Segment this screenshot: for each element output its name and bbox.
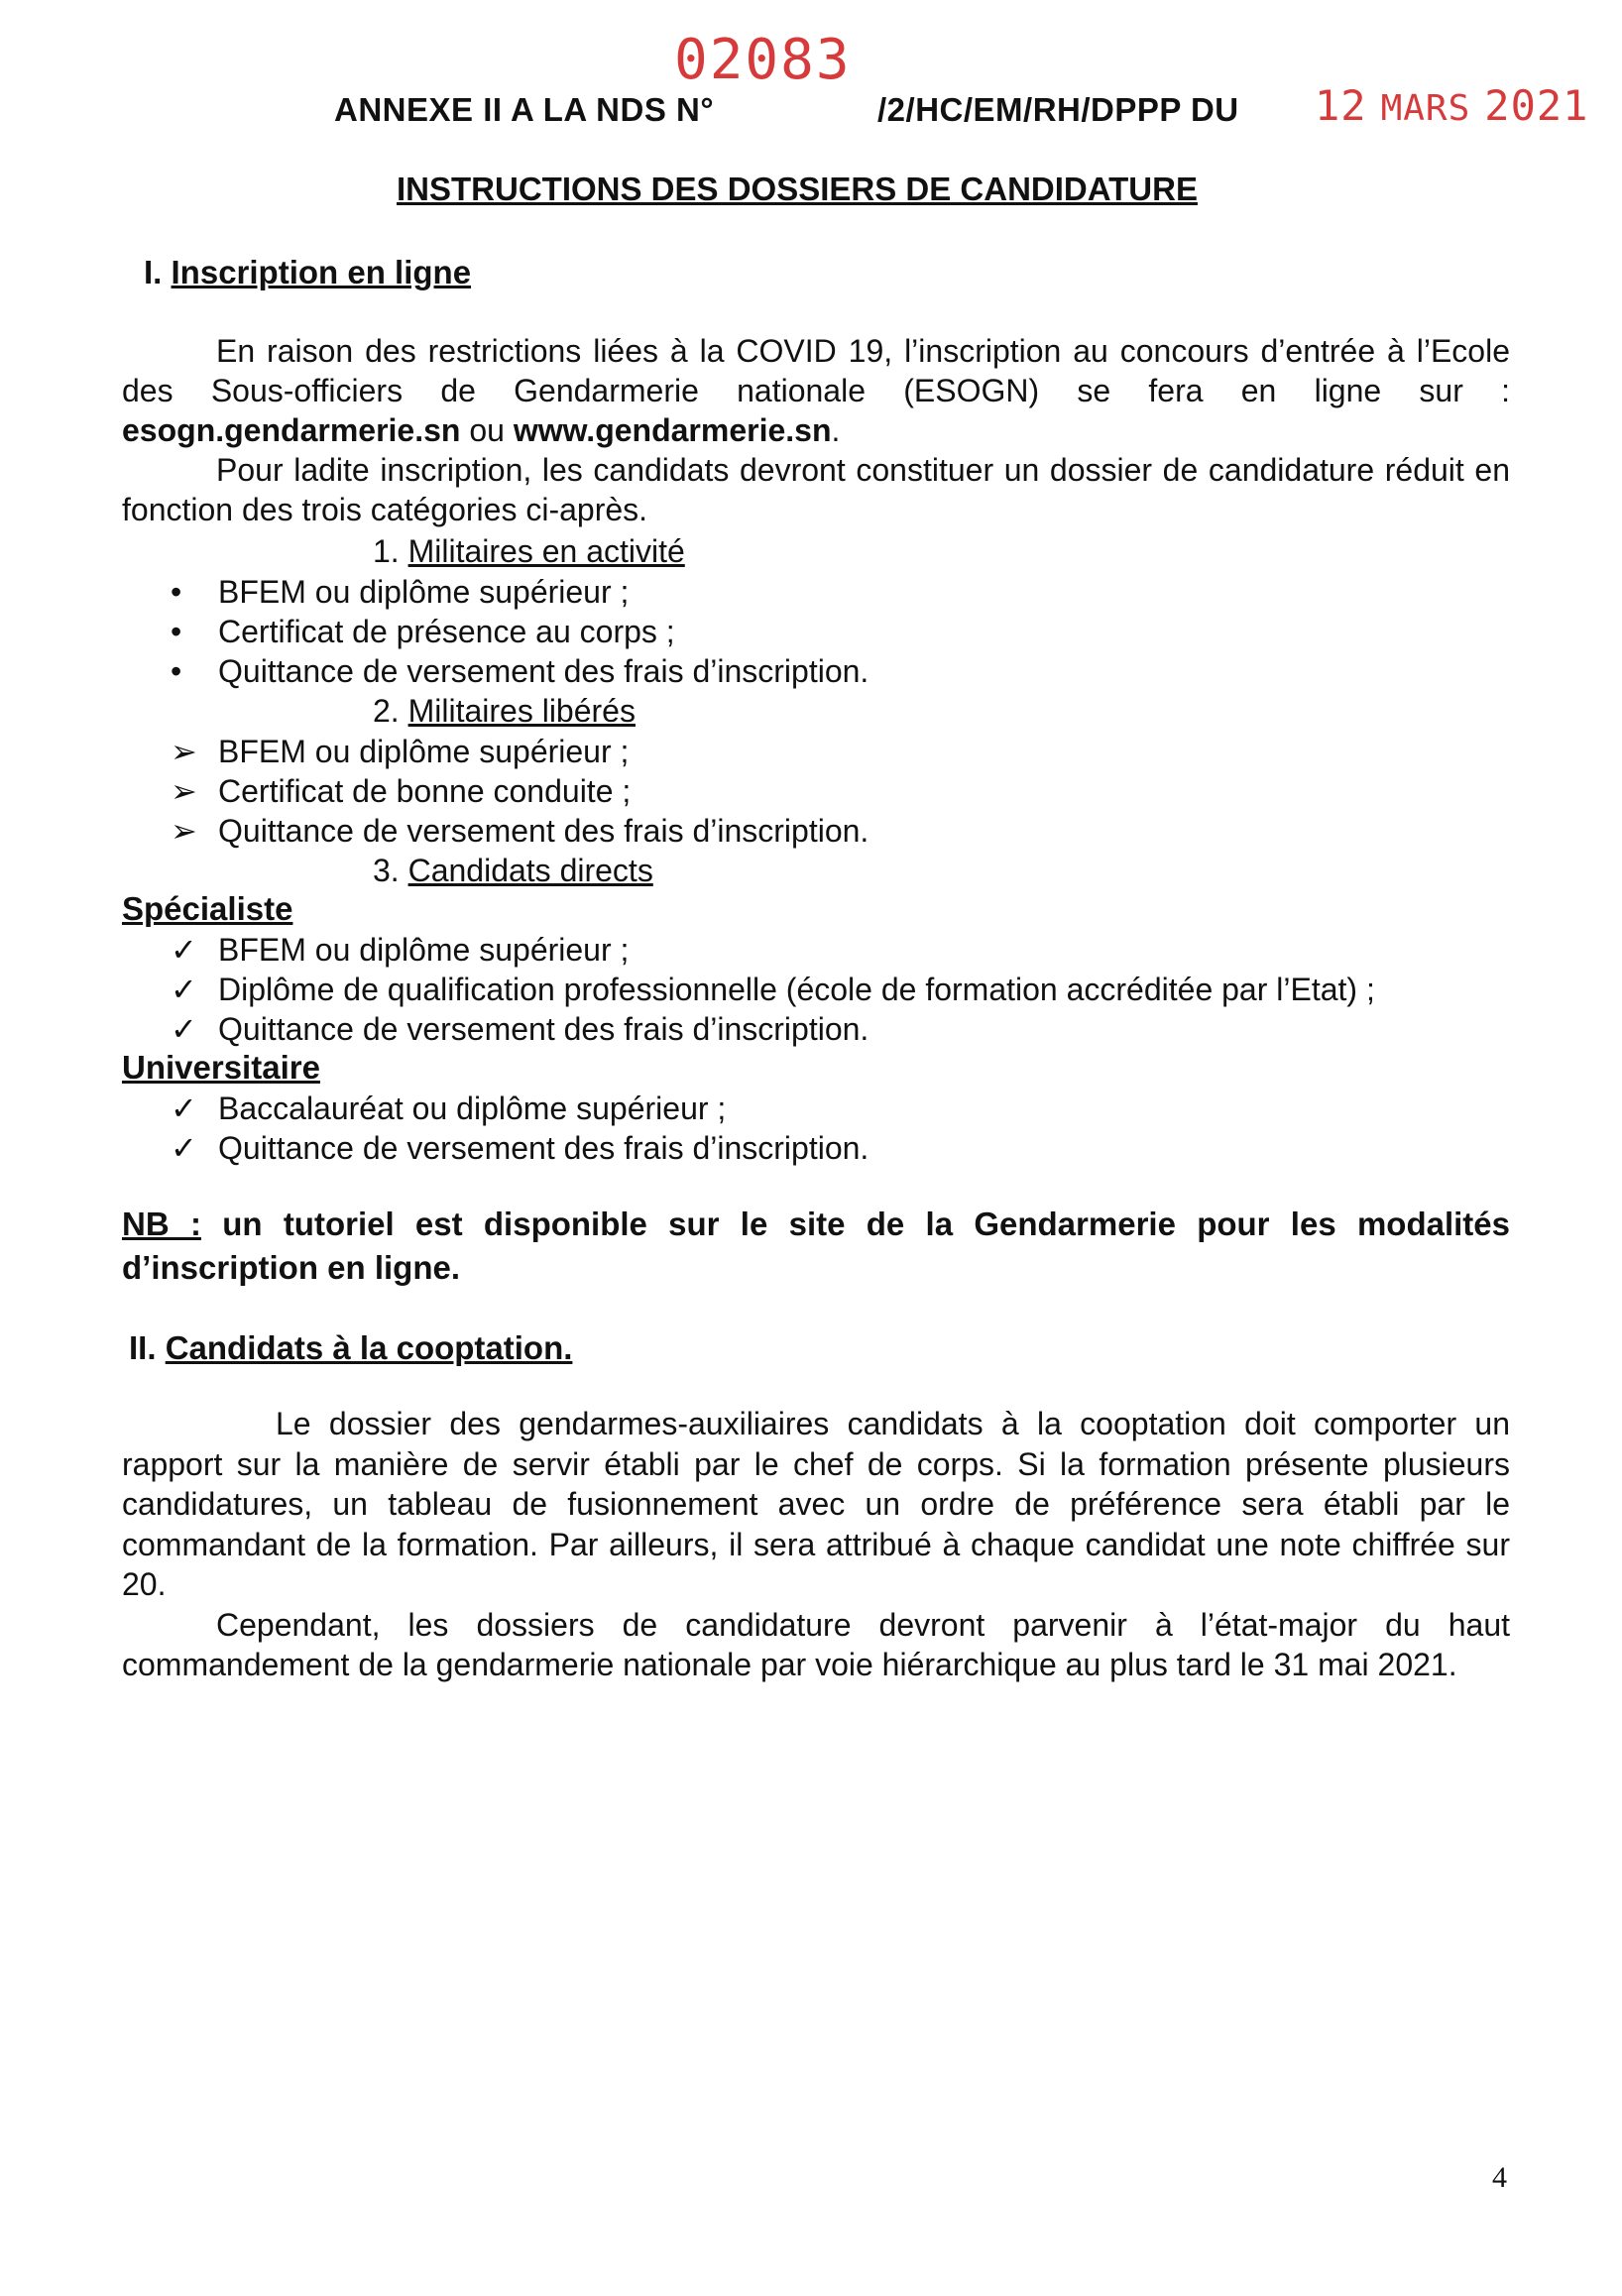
category-2-list	[171, 732, 869, 851]
check-icon: ✓	[171, 972, 197, 1007]
section-1-heading	[144, 254, 471, 291]
category-1-list	[171, 572, 869, 691]
list-item-text: BFEM ou diplôme supérieur ;	[218, 734, 630, 769]
list-item	[171, 1089, 869, 1128]
list-item-text: Diplôme de qualification professionnelle (école de formation accréditée par l’Etat) ;	[218, 972, 1375, 1007]
bullet-dot-icon: •	[171, 614, 182, 649]
list-item	[171, 1009, 1375, 1049]
section-2-heading	[129, 1329, 572, 1367]
category-2-heading	[373, 691, 636, 731]
category-3-number: 3.	[373, 853, 400, 888]
page-number: 4	[1492, 2161, 1507, 2194]
cooptation-paragraph: Le dossier des gendarmes-auxiliaires candidats à la cooptation doit comporter un rapport sur la manière de servir établi par le chef de corps. Si la formation présente plusieurs candidatures, un tableau de fusionnement avec un ordre de préférence sera établi par le commandant de la formation. Par ailleurs, il sera attribué à chaque candidat une note chiffrée sur 20.	[122, 1406, 1510, 1602]
list-item-text: BFEM ou diplôme supérieur ;	[218, 574, 630, 610]
site-link-esogn[interactable]: esogn.gendarmerie.sn	[122, 412, 461, 448]
stamp-day: 12	[1315, 81, 1367, 130]
list-item-text: Quittance de versement des frais d’inscription.	[218, 1130, 869, 1166]
section-2-title: Candidats à la cooptation.	[165, 1329, 573, 1366]
header-annex-reference: ANNEXE II A LA NDS N°	[334, 91, 715, 128]
intro-end: .	[831, 412, 841, 448]
section-1-number: I.	[144, 254, 163, 290]
list-item-text: Quittance de versement des frais d’inscription.	[218, 813, 869, 849]
arrow-bullet-icon: ➢	[171, 813, 197, 849]
category-3-title: Candidats directs	[407, 853, 653, 888]
list-item-text: Certificat de bonne conduite ;	[218, 773, 632, 809]
category-1-title: Militaires en activité	[407, 533, 685, 569]
universitaire-heading: Universitaire	[122, 1049, 320, 1086]
category-1-number: 1.	[373, 533, 400, 569]
category-1-heading	[373, 531, 685, 571]
section-2-number: II.	[129, 1329, 157, 1366]
bullet-dot-icon: •	[171, 574, 182, 610]
category-3-heading	[373, 851, 653, 890]
list-item-text: Certificat de présence au corps ;	[218, 614, 675, 649]
list-item-text: Quittance de versement des frais d’inscription.	[218, 1011, 869, 1047]
section-1-intro	[122, 331, 1510, 529]
list-item-text: Baccalauréat ou diplôme supérieur ;	[218, 1091, 727, 1126]
check-icon: ✓	[171, 1130, 197, 1166]
list-item-text: BFEM ou diplôme supérieur ;	[218, 932, 630, 968]
list-item	[171, 612, 869, 651]
list-item	[171, 771, 869, 811]
category-2-title: Militaires libérés	[407, 693, 636, 729]
check-icon: ✓	[171, 932, 197, 968]
intro-paragraph	[122, 331, 1510, 450]
nb-note	[122, 1203, 1510, 1290]
list-item-text: Quittance de versement des frais d’inscription.	[218, 653, 869, 689]
bullet-dot-icon: •	[171, 653, 182, 689]
categories-intro-paragraph: Pour ladite inscription, les candidats devront constituer un dossier de candidature réduit en fonction des trois catégories ci-après.	[122, 452, 1510, 527]
list-item	[171, 651, 869, 691]
check-icon: ✓	[171, 1091, 197, 1126]
stamp-number: 02083	[674, 28, 852, 92]
list-item	[171, 732, 869, 771]
section-2-body	[122, 1404, 1510, 1685]
header-note-reference: /2/HC/EM/RH/DPPP DU	[877, 91, 1239, 128]
list-item	[171, 930, 1375, 970]
list-item	[171, 572, 869, 612]
specialiste-list	[171, 930, 1375, 1049]
arrow-bullet-icon: ➢	[171, 773, 197, 809]
section-1-title: Inscription en ligne	[171, 254, 472, 290]
specialiste-heading: Spécialiste	[122, 890, 293, 927]
site-link-gendarmerie[interactable]: www.gendarmerie.sn	[513, 412, 832, 448]
arrow-bullet-icon: ➢	[171, 734, 197, 769]
nb-text: un tutoriel est disponible sur le site de la Gendarmerie pour les modalités d’inscription en ligne.	[122, 1205, 1510, 1286]
stamp-date	[1315, 81, 1588, 130]
intro-text: En raison des restrictions liées à la COVID 19, l’inscription au concours d’entrée à l’Ecole des Sous-officiers de Gendarmerie nationale (ESOGN) se fera en ligne sur :	[122, 333, 1510, 408]
list-item	[171, 970, 1375, 1009]
deadline-paragraph: Cependant, les dossiers de candidature devront parvenir à l’état-major du haut commandement de la gendarmerie nationale par voie hiérarchique au plus tard le 31 mai 2021.	[122, 1606, 1510, 1682]
check-icon: ✓	[171, 1011, 197, 1047]
list-item	[171, 811, 869, 851]
intro-connector: ou	[469, 412, 505, 448]
page-title: INSTRUCTIONS DES DOSSIERS DE CANDIDATURE	[397, 171, 1198, 207]
category-2-number: 2.	[373, 693, 400, 729]
stamp-year: 2021	[1484, 81, 1589, 130]
list-item	[171, 1128, 869, 1168]
nb-label: NB :	[122, 1205, 201, 1242]
stamp-month: MARS	[1380, 88, 1471, 129]
universitaire-list	[171, 1089, 869, 1168]
